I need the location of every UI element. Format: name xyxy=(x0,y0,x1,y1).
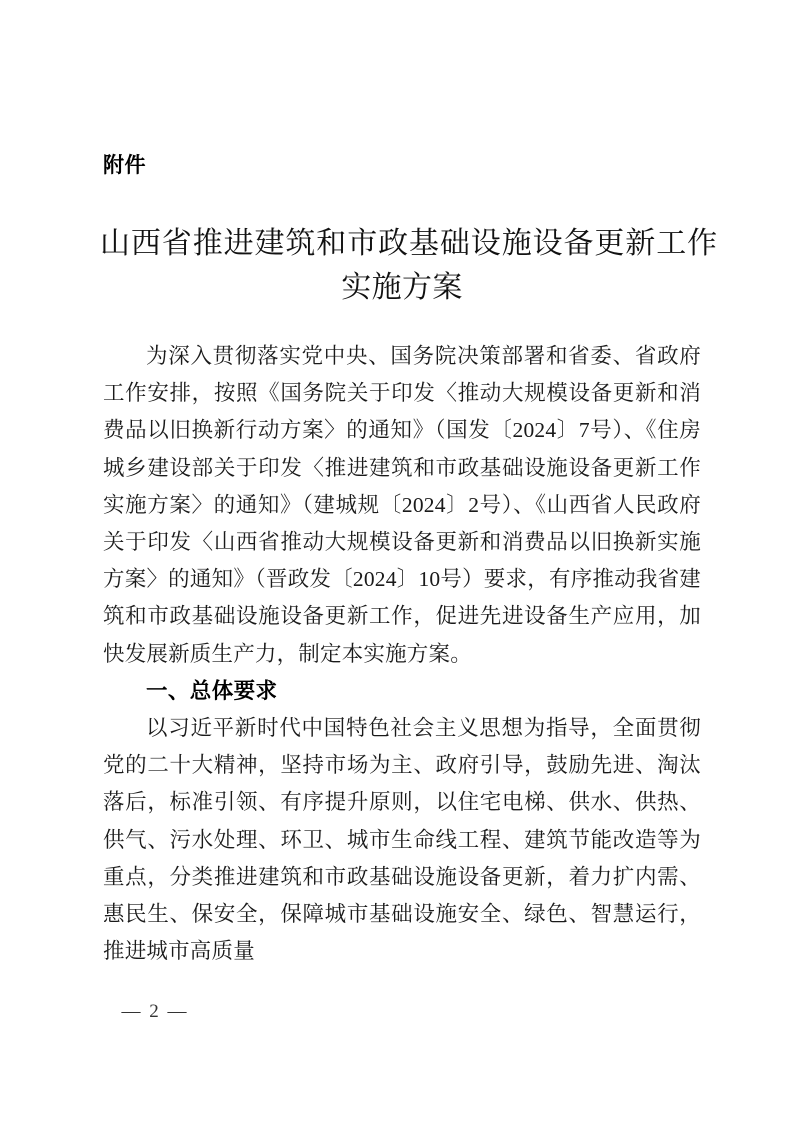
page-title xyxy=(100,222,718,310)
attachment-label: 附件 xyxy=(103,154,146,177)
paragraph-section-1-body: 以习近平新时代中国特色社会主义思想为指导，全面贯彻党的二十大精神，坚持市场为主、政府引导，鼓励先进、淘汰落后，标准引领、有序提升原则，以住宅电梯、供水、供热、供气、污水处理、环卫、城市生命线工程、建筑节能改造等为重点，分类推进建筑和市政基础设施设备更新，着力扩内需、惠民生、保安全，保障城市基础设施安全、绿色、智慧运行，推进城市高质量 xyxy=(103,716,701,964)
title-line-2: 实施方案 xyxy=(341,271,463,304)
page-number-footer: — 2 — xyxy=(121,1001,189,1022)
document-body xyxy=(103,338,701,970)
paragraph-intro: 为深入贯彻落实党中央、国务院决策部署和省委、省政府工作安排，按照《国务院关于印发〈推动大规模设备更新和消费品以旧换新行动方案〉的通知》（国发〔2024〕7号）、《住房城乡建设部关于印发〈推进建筑和市政基础设施设备更新工作实施方案〉的通知》（建城规〔2024〕2号）、《山西省人民政府关于印发〈山西省推动大规模设备更新和消费品以旧换新实施方案〉的通知》（晋政发〔2024〕10号）要求，有序推动我省建筑和市政基础设施设备更新工作，促进先进设备生产应用，加快发展新质生产力，制定本实施方案。 xyxy=(103,344,701,666)
section-heading-overall-requirements: 一、总体要求 xyxy=(146,678,278,703)
title-line-1: 山西省推进建筑和市政基础设施设备更新工作 xyxy=(100,227,718,260)
